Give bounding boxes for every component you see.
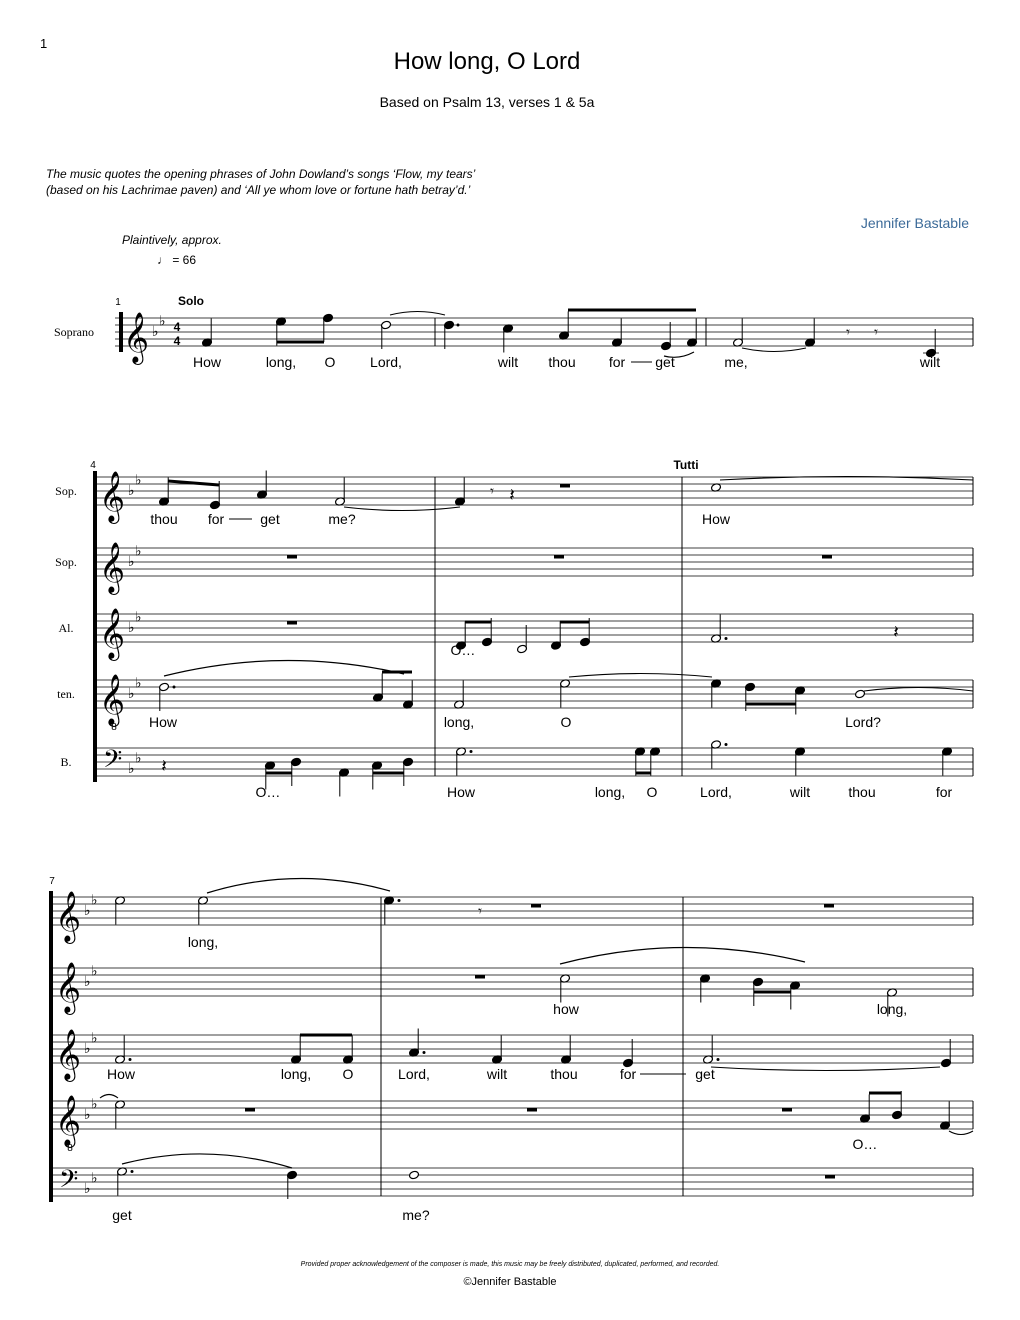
flat-icon: ♭	[91, 1096, 98, 1113]
slur	[164, 660, 404, 676]
lyric-syllable: O…	[852, 1136, 878, 1152]
whole-rest	[554, 555, 564, 559]
lyric-syllable: for	[207, 511, 225, 527]
treble-clef-icon: 𝄞	[55, 962, 82, 1013]
quarter-rest-icon: 𝄽	[509, 485, 515, 506]
dot	[423, 1051, 426, 1054]
quarter-note-icon: ♩	[157, 253, 169, 267]
lyric-syllable: wilt	[789, 784, 811, 800]
staff-name: Sop.	[55, 484, 77, 498]
whole-rest	[527, 1108, 537, 1112]
octave-indicator: 8	[67, 1143, 73, 1154]
flat-icon: ♭	[84, 974, 91, 990]
dot	[398, 899, 401, 902]
lyric-syllable: thou	[550, 1066, 578, 1082]
flat-icon: ♭	[128, 620, 135, 636]
whole-rest	[475, 975, 485, 979]
note-head	[409, 1170, 420, 1180]
eighth-rest-icon: 𝄾	[874, 323, 878, 341]
lyric-syllable: thou	[848, 784, 876, 800]
flat-icon: ♭	[135, 543, 142, 560]
lyric-syllable: thou	[548, 354, 576, 370]
dot	[129, 1058, 132, 1061]
flat-icon: ♭	[128, 686, 135, 702]
whole-rest	[531, 904, 541, 908]
staff-name: Sop.	[55, 555, 77, 569]
lyric-syllable: get	[655, 354, 675, 370]
lyric-syllable: long,	[594, 784, 626, 800]
lyric-syllable: O…	[450, 642, 476, 658]
flat-icon: ♭	[159, 313, 166, 330]
license-note: Provided proper acknowledgement of the composer is made, this music may be freely distributed, duplicated, performed, and recorded.	[300, 1261, 720, 1268]
treble-clef-icon: 𝄞	[123, 312, 150, 363]
dot	[717, 1058, 720, 1061]
lyric-syllable: me?	[328, 511, 356, 527]
whole-rest	[245, 1108, 255, 1112]
time-signature-top: 4	[173, 320, 181, 334]
measure-number: 4	[90, 460, 96, 471]
whole-rest	[560, 484, 570, 488]
flat-icon: ♭	[91, 1170, 98, 1187]
lyric-syllable: How	[106, 1066, 136, 1082]
staff-name: Al.	[58, 621, 74, 635]
tie	[390, 312, 445, 316]
page-number: 1	[40, 36, 48, 51]
lyric-syllable: How	[701, 511, 731, 527]
tie	[864, 688, 973, 692]
treble-clef-icon: 𝄞	[99, 471, 126, 522]
whole-rest	[287, 555, 297, 559]
flat-icon: ♭	[84, 903, 91, 919]
treble-clef-icon: 𝄞	[55, 891, 82, 942]
tutti-marking: Tutti	[673, 458, 699, 472]
lyric-syllable: O	[646, 784, 658, 800]
lyric-syllable: O…	[255, 784, 281, 800]
lyric-syllable: long,	[265, 354, 297, 370]
lyric-syllable: for	[608, 354, 626, 370]
lyric-syllable: long,	[280, 1066, 312, 1082]
lyric-syllable: get	[695, 1066, 715, 1082]
lyric-syllable: for	[619, 1066, 637, 1082]
lyric-syllable: wilt	[919, 354, 941, 370]
flat-icon: ♭	[152, 324, 159, 340]
lyric-syllable: Lord,	[370, 354, 402, 370]
tie	[100, 1095, 118, 1099]
flat-icon: ♭	[91, 963, 98, 980]
flat-icon: ♭	[84, 1181, 91, 1197]
tie	[949, 1131, 973, 1135]
slur	[122, 1154, 292, 1168]
system-bracket	[93, 471, 97, 782]
program-note-line: (based on his Lachrimae paven) and ‘All ye whom love or fortune hath betray’d.’	[46, 183, 471, 197]
treble-clef-icon: 𝄞	[99, 542, 126, 593]
lyric-syllable: get	[260, 511, 280, 527]
solo-marking: Solo	[178, 294, 204, 308]
page-subtitle: Based on Psalm 13, verses 1 & 5a	[379, 94, 595, 110]
flat-icon: ♭	[84, 1041, 91, 1057]
eighth-rest-icon: 𝄾	[846, 323, 850, 341]
flat-icon: ♭	[135, 609, 142, 626]
eighth-rest-icon: 𝄾	[490, 482, 494, 500]
tie	[569, 674, 712, 678]
tie	[344, 507, 460, 511]
lyric-syllable: Lord,	[700, 784, 732, 800]
slur	[207, 878, 390, 893]
lyric-syllable: me,	[724, 354, 748, 370]
dot	[457, 324, 460, 327]
lyric-syllable: wilt	[497, 354, 519, 370]
treble-clef-icon: 𝄞	[55, 1095, 82, 1146]
treble-clef-icon: 𝄞	[99, 608, 126, 659]
whole-rest	[782, 1108, 792, 1112]
measure-number: 1	[115, 297, 121, 308]
page-title: How long, O Lord	[393, 48, 581, 75]
tie	[742, 348, 806, 352]
copyright: ©Jennifer Bastable	[463, 1276, 557, 1288]
lyric-syllable: O	[342, 1066, 354, 1082]
flat-icon: ♭	[128, 761, 135, 777]
lyric-syllable: Lord,	[398, 1066, 430, 1082]
system-bracket	[49, 891, 53, 1202]
lyric-syllable: wilt	[486, 1066, 508, 1082]
dot	[173, 686, 176, 689]
staff-name: Soprano	[54, 325, 94, 339]
note-head	[855, 689, 866, 699]
whole-rest	[287, 621, 297, 625]
treble-clef-icon: 𝄞	[99, 674, 126, 725]
lyric-syllable: for	[935, 784, 953, 800]
lyric-syllable: long,	[876, 1001, 908, 1017]
eighth-rest-icon: 𝄾	[478, 902, 482, 920]
whole-rest	[824, 904, 834, 908]
lyric-syllable: How	[192, 354, 222, 370]
whole-rest	[825, 1175, 835, 1179]
lyric-syllable: How	[446, 784, 476, 800]
bass-clef-icon: 𝄢	[103, 745, 123, 780]
lyric-syllable: me?	[402, 1207, 430, 1223]
dot	[725, 743, 728, 746]
lyric-syllable: O	[324, 354, 336, 370]
lyric-syllable: How	[148, 714, 178, 730]
staff-name: ten.	[57, 687, 75, 701]
composer-name: Jennifer Bastable	[860, 215, 969, 231]
flat-icon: ♭	[135, 750, 142, 767]
flat-icon: ♭	[84, 1107, 91, 1123]
octave-indicator: 8	[111, 722, 117, 733]
flat-icon: ♭	[128, 483, 135, 499]
whole-rest	[822, 555, 832, 559]
bass-clef-icon: 𝄢	[59, 1165, 79, 1200]
lyric-syllable: long,	[443, 714, 475, 730]
program-note-line: The music quotes the opening phrases of John Dowland’s songs ‘Flow, my tears’	[46, 167, 476, 181]
lyric-syllable: thou	[150, 511, 178, 527]
flat-icon: ♭	[135, 472, 142, 489]
flat-icon: ♭	[128, 554, 135, 570]
dot	[131, 1170, 134, 1173]
flat-icon: ♭	[91, 892, 98, 909]
lyric-syllable: O	[560, 714, 572, 730]
metronome-value: = 66	[172, 253, 197, 267]
lyric-syllable: how	[553, 1001, 579, 1017]
lyric-syllable: get	[112, 1207, 132, 1223]
dot	[725, 637, 728, 640]
measure-number: 7	[49, 876, 55, 887]
staff-name: B.	[60, 755, 72, 769]
tie	[711, 1067, 940, 1071]
quarter-rest-icon: 𝄽	[893, 622, 899, 643]
lyric-syllable: long,	[187, 934, 219, 950]
treble-clef-icon: 𝄞	[55, 1029, 82, 1080]
flat-icon: ♭	[91, 1030, 98, 1047]
quarter-rest-icon: 𝄽	[161, 756, 167, 777]
tempo-marking: Plaintively, approx.	[122, 233, 222, 247]
lyric-syllable: Lord?	[845, 714, 881, 730]
dot	[470, 750, 473, 753]
time-signature-bottom: 4	[173, 334, 181, 348]
flat-icon: ♭	[135, 675, 142, 692]
